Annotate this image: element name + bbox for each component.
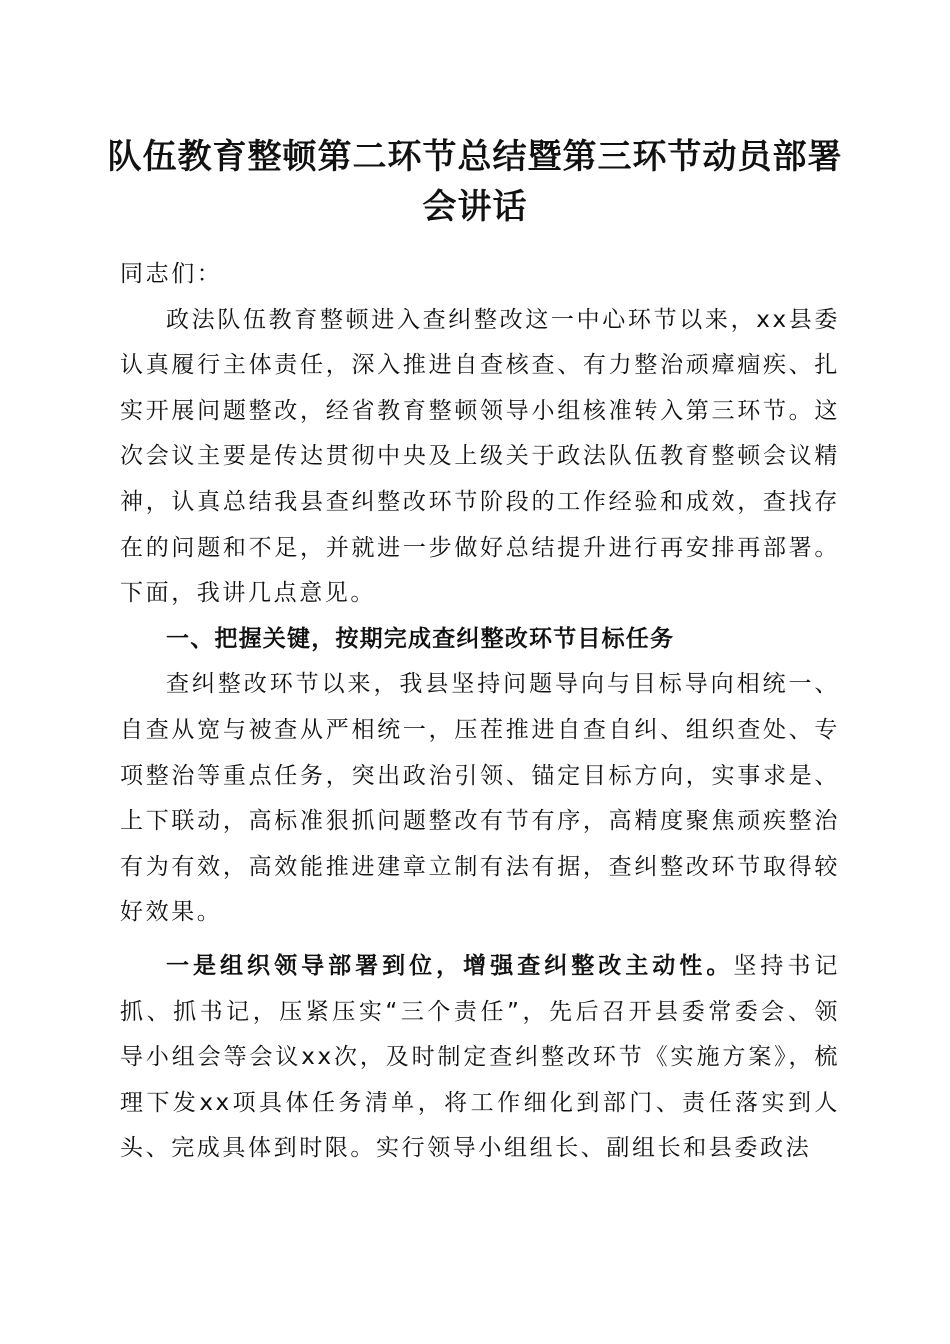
point-1-body: 坚持书记抓、抓书记，压紧压实“三个责任”，先后召开县委常委会、领导小组会等会议xx次，及时制定查纠整改环节《实施方案》，梳理下发xx项具体任务清单，将工作细化到部门、责任落实到人头、完成具体到时限。实行领导小组组长、副组长和县委政法 — [120, 952, 840, 1162]
paragraph-intro: 政法队伍教育整顿进入查纠整改这一中心环节以来，xx县委认真履行主体责任，深入推进自查核查、有力整治顽瘴痼疾、扎实开展问题整改，经省教育整顿领导小组核准转入第三环节。这次会议主要是传达贯彻中央及上级关于政法队伍教育整顿会议精神，认真总结我县查纠整改环节阶段的工作经验和成效，查找存在的问题和不足，并就进一步做好总结提升进行再安排再部署。下面，我讲几点意见。 — [120, 306, 840, 607]
paragraph-section-1: 查纠整改环节以来，我县坚持问题导向与目标导向相统一、自查从宽与被查从严相统一，压茬推进自查自纠、组织查处、专项整治等重点任务，突出政治引领、锚定目标方向，实事求是、上下联动，高标准狠抓问题整改有节有序，高精度聚焦顽疾整治有为有效，高效能推进建章立制有法有据，查纠整改环节取得较好效果。 — [120, 671, 840, 926]
point-1-lead: 一是组织领导部署到位，增强查纠整改主动性。 — [166, 952, 734, 979]
paragraph-point-1 — [120, 944, 840, 1172]
salutation: 同志们： — [120, 261, 223, 287]
document-title: 队伍教育整顿第二环节总结暨第三环节动员部署会讲话 — [107, 137, 843, 227]
document-body — [120, 252, 840, 1172]
section-heading-1: 一、把握关键，按期完成查纠整改环节目标任务 — [166, 625, 675, 652]
